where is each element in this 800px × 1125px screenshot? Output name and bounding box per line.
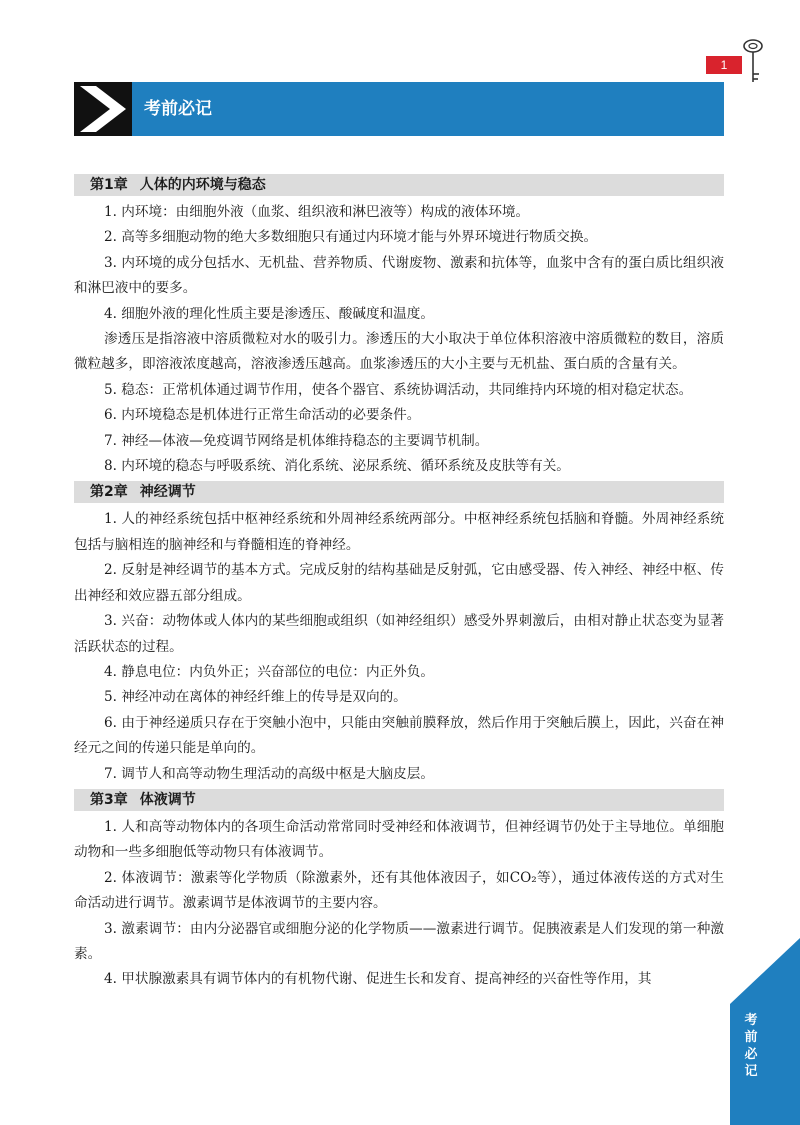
paragraph: 4. 细胞外液的理化性质主要是渗透压、酸碱度和温度。 bbox=[104, 305, 434, 322]
header-band bbox=[74, 82, 724, 136]
paragraph: 6. 内环境稳态是机体进行正常生命活动的必要条件。 bbox=[104, 407, 421, 424]
paragraph: 1. 人和高等动物体内的各项生命活动常常同时受神经和体液调节，但神经调节仍处于主导地位。单细胞动物和一些多细胞低等动物只有体液调节。 bbox=[74, 818, 724, 861]
paragraph: 4. 静息电位：内负外正；兴奋部位的电位：内正外负。 bbox=[104, 663, 434, 680]
chapter-title: 神经调节 bbox=[139, 484, 196, 501]
paragraph: 5. 稳态：正常机体通过调节作用，使各个器官、系统协调活动，共同维持内环境的相对稳定状态。 bbox=[104, 381, 693, 398]
paragraph: 2. 高等多细胞动物的绝大多数细胞只有通过内环境才能与外界环境进行物质交换。 bbox=[104, 229, 598, 246]
paragraph: 渗透压是指溶液中溶质微粒对水的吸引力。渗透压的大小取决于单位体积溶液中溶质微粒的数目，溶质微粒越多，即溶液浓度越高，溶液渗透压越高。血浆渗透压的大小主要与无机盐、蛋白质的含量有关。 bbox=[74, 331, 724, 373]
paragraph: 6. 由于神经递质只存在于突触小泡中，只能由突触前膜释放，然后作用于突触后膜上，因此，兴奋在神经元之间的传递只能是单向的。 bbox=[74, 714, 724, 757]
chapter-title: 人体的内环境与稳态 bbox=[139, 177, 266, 193]
paragraph: 2. 体液调节：激素等化学物质（除激素外，还有其他体液因子，如CO₂等），通过体液传送的方式对生命活动进行调节。激素调节是体液调节的主要内容。 bbox=[74, 869, 724, 912]
chapter-number: 第2章 bbox=[90, 484, 128, 501]
paragraph: 1. 内环境：由细胞外液（血浆、组织液和淋巴液等）构成的液体环境。 bbox=[104, 204, 530, 220]
page-number: 1 bbox=[706, 56, 742, 74]
chevron-right-icon bbox=[74, 82, 132, 136]
chapter-heading bbox=[74, 789, 724, 811]
paragraph: 1. 人的神经系统包括中枢神经系统和外周神经系统两部分。中枢神经系统包括脑和脊髓。外周神经系统包括与脑相连的脑神经和与脊髓相连的脊神经。 bbox=[74, 511, 724, 553]
paragraph: 7. 神经—体液—免疫调节网络是机体维持稳态的主要调节机制。 bbox=[104, 432, 489, 449]
chapter-heading bbox=[74, 481, 724, 503]
paragraph: 3. 内环境的成分包括水、无机盐、营养物质、代谢废物、激素和抗体等，血浆中含有的蛋白质比组织液和淋巴液中的要多。 bbox=[74, 254, 724, 297]
side-tab bbox=[730, 938, 800, 1125]
chapter-heading bbox=[74, 174, 724, 196]
chapter-title: 体液调节 bbox=[139, 791, 196, 808]
key-icon bbox=[740, 38, 766, 88]
chapter-section bbox=[74, 789, 724, 993]
chapter-section bbox=[74, 174, 724, 479]
paragraph: 3. 兴奋：动物体或人体内的某些细胞或组织（如神经组织）感受外界刺激后，由相对静止状态变为显著活跃状态的过程。 bbox=[74, 613, 724, 655]
content bbox=[74, 174, 724, 993]
paragraph: 3. 激素调节：由内分泌器官或细胞分泌的化学物质——激素进行调节。促胰液素是人们发现的第一种激素。 bbox=[74, 920, 724, 962]
side-tab-label: 考前必记 bbox=[744, 1013, 758, 1079]
paragraph: 8. 内环境的稳态与呼吸系统、消化系统、泌尿系统、循环系统及皮肤等有关。 bbox=[104, 458, 570, 475]
paragraph: 7. 调节人和高等动物生理活动的高级中枢是大脑皮层。 bbox=[104, 765, 434, 782]
header-title: 考前必记 bbox=[144, 99, 212, 119]
chapter-number: 第1章 bbox=[90, 177, 128, 193]
paragraph: 4. 甲状腺激素具有调节体内的有机物代谢、促进生长和发育、提高神经的兴奋性等作用，其 bbox=[104, 971, 652, 988]
chapter-number: 第3章 bbox=[90, 791, 128, 808]
chapter-section bbox=[74, 481, 724, 786]
paragraph: 2. 反射是神经调节的基本方式。完成反射的结构基础是反射弧，它由感受器、传入神经、神经中枢、传出神经和效应器五部分组成。 bbox=[74, 562, 724, 604]
paragraph: 5. 神经冲动在离体的神经纤维上的传导是双向的。 bbox=[104, 689, 407, 706]
